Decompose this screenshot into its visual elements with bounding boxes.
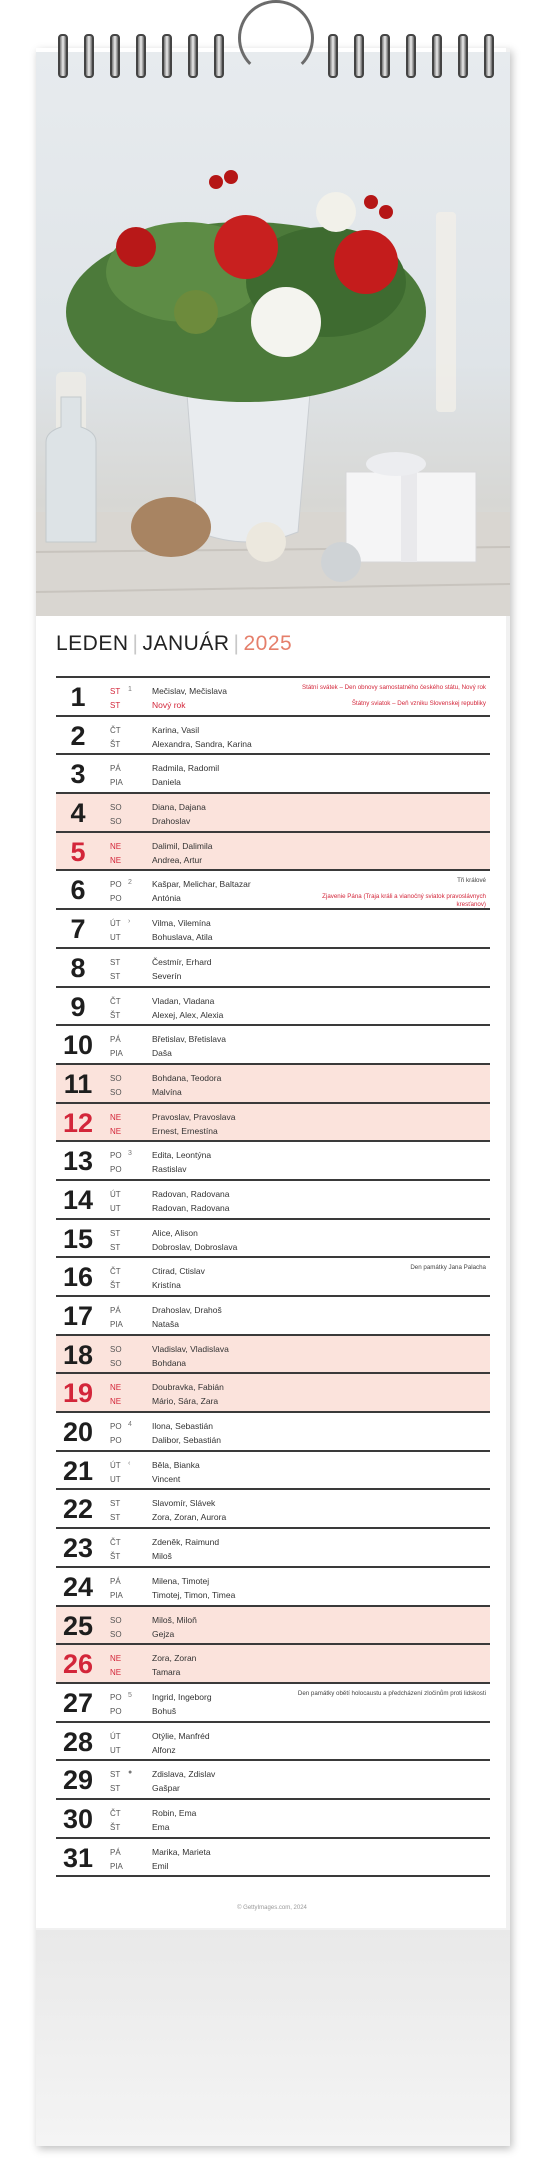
nameday-sk: Ema: [152, 1821, 170, 1832]
day-number: 25: [62, 1610, 94, 1641]
weekday-cs: ČT: [110, 996, 121, 1006]
day-row: [56, 1527, 490, 1566]
moon-phase-marker: 1: [128, 686, 132, 693]
day-number: 26: [62, 1649, 94, 1680]
holiday-note: Den památky obětí holocaustu a předcházení zločinům proti lidskosti: [297, 1689, 486, 1697]
day-row: [56, 986, 490, 1025]
photo-credit: © GettyImages.com, 2024: [237, 1905, 307, 1911]
weekday-sk: PIA: [110, 1590, 123, 1600]
weekday-cs: ÚT: [110, 919, 121, 929]
binding-ring: [380, 34, 390, 78]
nameday-sk: Alexandra, Sandra, Karina: [152, 738, 252, 749]
nameday-sk: Rastislav: [152, 1164, 187, 1175]
day-number: 10: [62, 1030, 94, 1061]
month-sk: JANUÁR: [142, 632, 230, 655]
weekday-sk: PIA: [110, 778, 123, 788]
nameday-sk: Bohuslava, Atila: [152, 932, 213, 943]
day-row: [56, 792, 490, 831]
nameday-sk: Daša: [152, 1048, 172, 1059]
weekday-sk: PO: [110, 1436, 122, 1446]
nameday-sk: Severín: [152, 970, 182, 981]
nameday-cs: Radmila, Radomil: [152, 763, 220, 774]
nameday-cs: Zdislava, Zdislav: [152, 1769, 216, 1780]
weekday-cs: NE: [110, 1383, 122, 1393]
weekday-sk: ŠT: [110, 739, 121, 749]
nameday-cs: Ctirad, Ctislav: [152, 1266, 205, 1277]
nameday-cs: Ilona, Sebastián: [152, 1421, 213, 1432]
binding-ring: [162, 34, 172, 78]
weekday-cs: SO: [110, 1073, 122, 1083]
day-row: [56, 1179, 490, 1218]
nameday-cs: Robin, Ema: [152, 1807, 197, 1818]
header-separator: |: [132, 632, 139, 655]
day-number: 18: [62, 1339, 94, 1370]
weekday-sk: SO: [110, 1358, 122, 1368]
weekday-sk: UT: [110, 1203, 121, 1213]
month-cs: LEDEN: [56, 632, 129, 655]
nameday-sk: Timotej, Timon, Timea: [152, 1589, 236, 1600]
nameday-cs: Ingrid, Ingeborg: [152, 1691, 212, 1702]
nameday-sk: Bohdana: [152, 1357, 187, 1368]
day-number: 16: [62, 1262, 94, 1293]
day-row: [56, 869, 490, 908]
weekday-sk: ST: [110, 1242, 121, 1252]
weekday-sk: PIA: [110, 1861, 123, 1871]
day-row: [56, 908, 490, 947]
day-number: 29: [62, 1765, 94, 1796]
day-row: [56, 715, 490, 754]
weekday-cs: PÁ: [110, 1576, 121, 1586]
bouquet-illustration: [36, 52, 510, 616]
nameday-sk: Dalibor, Sebastián: [152, 1435, 221, 1446]
weekday-cs: PÁ: [110, 1847, 121, 1857]
nameday-sk: Radovan, Radovana: [152, 1202, 230, 1213]
weekday-sk: NE: [110, 1668, 122, 1678]
day-row: [56, 1566, 490, 1605]
nameday-sk: Tamara: [152, 1667, 181, 1678]
weekday-cs: SO: [110, 1615, 122, 1625]
holiday-note: Státní svátek – Den obnovy samostatného českého státu, Nový rok: [301, 684, 486, 691]
day-number: 5: [70, 836, 86, 867]
holiday-note-sk: Zjavenie Pána (Traja králi a vianočný sviatok pravoslávnych kresťanov): [322, 893, 486, 909]
day-number: 22: [62, 1494, 94, 1525]
nameday-sk: Miloš: [152, 1551, 172, 1562]
weekday-cs: PO: [110, 1151, 122, 1161]
nameday-cs: Kašpar, Melichar, Baltazar: [152, 879, 251, 890]
weekday-cs: ČT: [110, 725, 121, 735]
weekday-sk: SO: [110, 817, 122, 827]
nameday-cs: Vilma, Vilemína: [152, 918, 211, 929]
day-number: 31: [62, 1842, 94, 1873]
day-row: [56, 1450, 490, 1489]
binding-ring: [406, 34, 416, 78]
nameday-cs: Běla, Bianka: [152, 1459, 200, 1470]
holiday-note: Den památky Jana Palacha: [410, 1264, 486, 1272]
nameday-cs: Zdeněk, Raimund: [152, 1537, 220, 1548]
nameday-sk: Dobroslav, Dobroslava: [152, 1241, 238, 1252]
binding-ring: [484, 34, 494, 78]
day-row: [56, 1334, 490, 1373]
day-row: [56, 1024, 490, 1063]
day-row: [56, 1759, 490, 1798]
holiday-note-sk: Štátny sviatok – Deň vzniku Slovenskej republiky: [351, 700, 486, 707]
day-row: [56, 1837, 490, 1876]
nameday-sk: Malvína: [152, 1086, 182, 1097]
day-row: [56, 1411, 490, 1450]
weekday-cs: ST: [110, 687, 121, 696]
nameday-sk: Gašpar: [152, 1783, 180, 1794]
weekday-sk: ST: [110, 971, 121, 981]
weekday-sk: ST: [110, 1784, 121, 1794]
moon-phase-marker: ›: [128, 918, 131, 926]
weekday-sk: NE: [110, 1397, 122, 1407]
weekday-cs: PO: [110, 1692, 122, 1702]
day-number: 28: [62, 1726, 94, 1757]
weekday-sk: UT: [110, 1474, 121, 1484]
nameday-cs: Doubravka, Fabián: [152, 1382, 224, 1393]
day-row: [56, 947, 490, 986]
nameday-cs: Otýlie, Manfréd: [152, 1730, 210, 1741]
weekday-sk: UT: [110, 933, 121, 943]
nameday-sk: Daniela: [152, 777, 181, 788]
weekday-sk: ŠT: [110, 1822, 121, 1832]
weekday-sk: PIA: [110, 1049, 123, 1059]
nameday-cs: Edita, Leontýna: [152, 1150, 212, 1161]
binding-ring: [136, 34, 146, 78]
weekday-cs: PO: [110, 880, 122, 890]
day-number: 27: [62, 1687, 94, 1718]
moon-phase-marker: 4: [128, 1421, 132, 1429]
nameday-sk: Kristína: [152, 1280, 181, 1291]
day-row: [56, 1721, 490, 1760]
holiday-note: Tři králové: [457, 877, 486, 885]
nameday-cs: Alice, Alison: [152, 1227, 198, 1238]
moon-phase-marker: ●: [128, 1769, 133, 1777]
day-number: 8: [70, 952, 86, 983]
binding-ring: [354, 34, 364, 78]
nameday-sk: Alexej, Alex, Alexia: [152, 1009, 224, 1020]
binding-ring: [214, 34, 224, 78]
header-separator: |: [233, 632, 240, 655]
day-row: [56, 1682, 490, 1721]
day-number: 30: [62, 1803, 94, 1834]
nameday-sk: Emil: [152, 1860, 169, 1871]
weekday-sk: ŠT: [110, 1552, 121, 1562]
hanging-loop: [238, 0, 314, 76]
nameday-cs: Diana, Dajana: [152, 802, 206, 813]
weekday-sk: PO: [110, 1706, 122, 1716]
day-number: 23: [62, 1533, 94, 1564]
day-number: 1: [70, 682, 86, 712]
day-row: [56, 1140, 490, 1179]
nameday-sk: Zora, Zoran, Aurora: [152, 1512, 227, 1523]
month-header: [56, 632, 292, 656]
weekday-cs: SO: [110, 1344, 122, 1354]
nameday-cs: Milena, Timotej: [152, 1575, 210, 1586]
weekday-cs: SO: [110, 803, 122, 813]
day-row: [56, 1798, 490, 1837]
weekday-cs: ČT: [110, 1538, 121, 1548]
weekday-sk: ŠT: [110, 1281, 121, 1291]
weekday-sk: ST: [110, 701, 121, 710]
weekday-cs: ÚT: [110, 1460, 121, 1470]
nameday-cs: Vladan, Vladana: [152, 995, 215, 1006]
binding-ring: [110, 34, 120, 78]
weekday-sk: PO: [110, 894, 122, 904]
nameday-cs: Břetislav, Břetislava: [152, 1034, 227, 1045]
nameday-cs: Karina, Vasil: [152, 724, 200, 735]
weekday-cs: ST: [110, 1770, 121, 1780]
day-row: [56, 1372, 490, 1411]
weekday-cs: ÚT: [110, 1731, 121, 1741]
weekday-cs: NE: [110, 1112, 122, 1122]
nameday-cs: Marika, Marieta: [152, 1846, 211, 1857]
day-row: [56, 753, 490, 792]
moon-phase-marker: 5: [128, 1691, 132, 1699]
nameday-sk: Drahoslav: [152, 816, 191, 827]
weekday-sk: UT: [110, 1745, 121, 1755]
weekday-cs: NE: [110, 841, 122, 851]
binding-ring: [432, 34, 442, 78]
day-row: [56, 676, 490, 715]
nameday-sk: Antónia: [152, 893, 181, 904]
weekday-cs: PÁ: [110, 764, 121, 774]
nameday-sk: Nataša: [152, 1319, 179, 1329]
day-row: [56, 1643, 490, 1682]
nameday-sk: Bohuš: [152, 1705, 177, 1716]
nameday-cs: Vladislav, Vladislava: [152, 1343, 229, 1354]
day-row: [56, 1605, 490, 1644]
nameday-sk: Alfonz: [152, 1744, 176, 1755]
day-row: [56, 1295, 490, 1334]
day-number: 6: [70, 875, 86, 906]
day-number: 3: [70, 759, 86, 790]
binding-ring: [58, 34, 68, 78]
nameday-cs: Mečislav, Mečislava: [152, 686, 227, 696]
nameday-cs: Miloš, Miloň: [152, 1614, 197, 1625]
day-number: 24: [62, 1571, 94, 1602]
weekday-sk: NE: [110, 855, 122, 865]
nameday-cs: Slavomír, Slávek: [152, 1498, 216, 1509]
weekday-sk: ST: [110, 1513, 121, 1523]
year: 2025: [243, 632, 293, 655]
day-number: 15: [62, 1223, 94, 1254]
nameday-sk: Ernest, Ernestína: [152, 1125, 218, 1136]
weekday-cs: ČT: [110, 1808, 121, 1818]
moon-phase-marker: ‹: [128, 1459, 131, 1467]
nameday-sk: Vincent: [152, 1473, 181, 1484]
day-number: 14: [62, 1184, 94, 1215]
nameday-sk: Nový rok: [152, 700, 186, 710]
day-number: 12: [62, 1107, 94, 1138]
weekday-cs: ST: [110, 957, 121, 967]
weekday-sk: SO: [110, 1087, 122, 1097]
nameday-cs: Drahoslav, Drahoš: [152, 1305, 222, 1315]
day-row: [56, 831, 490, 870]
weekday-cs: ST: [110, 1499, 121, 1509]
weekday-cs: ST: [110, 1228, 121, 1238]
weekday-sk: NE: [110, 1126, 122, 1136]
day-row: [56, 1063, 490, 1102]
nameday-sk: Andrea, Artur: [152, 854, 203, 865]
weekday-sk: SO: [110, 1629, 122, 1639]
nameday-sk: Mário, Sára, Zara: [152, 1396, 219, 1407]
day-row: [56, 1488, 490, 1527]
day-number: 2: [70, 720, 86, 751]
day-number: 17: [62, 1301, 94, 1331]
binding-ring: [328, 34, 338, 78]
binding-ring: [188, 34, 198, 78]
day-number: 7: [70, 914, 86, 945]
nameday-cs: Radovan, Radovana: [152, 1188, 230, 1199]
day-row: [56, 1218, 490, 1257]
day-number: 20: [62, 1417, 94, 1448]
table-bottom-rule: [56, 1875, 490, 1877]
weekday-cs: NE: [110, 1654, 122, 1664]
nameday-cs: Dalimil, Dalimila: [152, 840, 213, 851]
weekday-cs: ÚT: [110, 1189, 121, 1199]
day-number: 21: [62, 1455, 94, 1486]
binding-ring: [458, 34, 468, 78]
calendar-bottom-sheet: [36, 1930, 510, 2146]
day-number: 4: [70, 798, 86, 829]
day-row: [56, 1256, 490, 1295]
weekday-cs: PÁ: [110, 1306, 121, 1315]
weekday-cs: ČT: [110, 1267, 121, 1277]
weekday-sk: PO: [110, 1165, 122, 1175]
day-number: 9: [70, 991, 86, 1022]
days-list: [56, 676, 490, 1877]
nameday-sk: Gejza: [152, 1628, 175, 1639]
weekday-sk: PIA: [110, 1320, 123, 1329]
nameday-cs: Pravoslav, Pravoslava: [152, 1111, 236, 1122]
nameday-cs: Čestmír, Erhard: [152, 956, 212, 967]
day-number: 11: [63, 1068, 93, 1099]
weekday-sk: ŠT: [110, 1010, 121, 1020]
moon-phase-marker: 2: [128, 879, 132, 887]
flower-bouquet-photo: [36, 52, 510, 616]
weekday-cs: PÁ: [110, 1035, 121, 1045]
weekday-cs: PO: [110, 1422, 122, 1432]
binding-ring: [84, 34, 94, 78]
nameday-cs: Bohdana, Teodora: [152, 1072, 222, 1083]
day-number: 13: [62, 1146, 94, 1177]
day-number: 19: [62, 1378, 94, 1409]
moon-phase-marker: 3: [128, 1150, 132, 1158]
day-row: [56, 1102, 490, 1141]
nameday-cs: Zora, Zoran: [152, 1653, 197, 1664]
